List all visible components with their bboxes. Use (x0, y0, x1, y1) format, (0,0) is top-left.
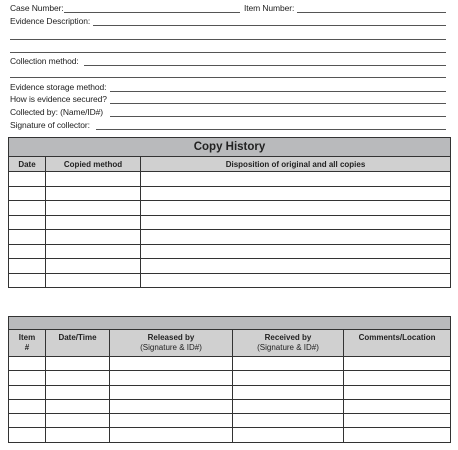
evidence-description-field[interactable] (93, 25, 446, 26)
storage-method-label: Evidence storage method: (10, 82, 107, 92)
custody-cell[interactable] (110, 428, 233, 442)
copy-history-row (9, 244, 451, 259)
collected-by-label: Collected by: (Name/ID#) (10, 107, 104, 117)
custody-cell[interactable] (233, 428, 344, 442)
copy-history-cell[interactable] (46, 186, 141, 201)
copy-history-row (9, 186, 451, 201)
copy-history-cell[interactable] (141, 172, 451, 187)
item-number-label: Item Number: (244, 3, 295, 13)
evidence-description-label: Evidence Description: (10, 16, 91, 26)
signature-collector-label: Signature of collector: (10, 120, 90, 130)
custody-row (9, 399, 451, 413)
custody-cell[interactable] (233, 399, 344, 413)
custody-cell[interactable] (9, 428, 46, 442)
collection-method-label: Collection method: (10, 56, 79, 66)
custody-cell[interactable] (9, 371, 46, 385)
copy-history-cell[interactable] (9, 186, 46, 201)
custody-cell[interactable] (233, 385, 344, 399)
copy-history-row (9, 273, 451, 288)
copy-history-body (9, 172, 451, 288)
collection-method-field[interactable] (84, 65, 446, 66)
copy-history-cell[interactable] (46, 215, 141, 230)
copy-history-cell[interactable] (46, 244, 141, 259)
custody-body (9, 357, 451, 443)
collection-method-line-2[interactable] (10, 77, 446, 78)
evidence-description-line-3[interactable] (10, 52, 446, 53)
custody-cell[interactable] (110, 357, 233, 371)
custody-cell[interactable] (46, 357, 110, 371)
evidence-description-line-2[interactable] (10, 39, 446, 40)
col-copied-method-header: Copied method (46, 157, 141, 172)
item-number-field[interactable] (297, 12, 446, 13)
custody-row (9, 414, 451, 428)
custody-cell[interactable] (46, 385, 110, 399)
copy-history-table (8, 137, 451, 288)
copy-history-cell[interactable] (141, 186, 451, 201)
case-number-field[interactable] (64, 12, 240, 13)
copy-history-cell[interactable] (46, 230, 141, 245)
copy-history-cell[interactable] (9, 244, 46, 259)
copy-history-cell[interactable] (141, 259, 451, 274)
copy-history-cell[interactable] (9, 273, 46, 288)
custody-cell[interactable] (233, 357, 344, 371)
copy-history-cell[interactable] (46, 172, 141, 187)
custody-cell[interactable] (344, 371, 451, 385)
custody-cell[interactable] (9, 414, 46, 428)
custody-title-bar (9, 317, 451, 330)
col-received-by-header: Received by (Signature & ID#) (233, 330, 344, 357)
custody-cell[interactable] (46, 399, 110, 413)
copy-history-cell[interactable] (141, 201, 451, 216)
how-secured-field[interactable] (110, 103, 446, 104)
copy-history-cell[interactable] (141, 244, 451, 259)
col-comments-header: Comments/Location (344, 330, 451, 357)
custody-row (9, 385, 451, 399)
custody-cell[interactable] (46, 414, 110, 428)
custody-cell[interactable] (233, 414, 344, 428)
custody-cell[interactable] (233, 371, 344, 385)
copy-history-cell[interactable] (9, 201, 46, 216)
custody-cell[interactable] (9, 399, 46, 413)
copy-history-cell[interactable] (9, 259, 46, 274)
custody-table (8, 316, 451, 443)
custody-cell[interactable] (110, 371, 233, 385)
custody-cell[interactable] (110, 399, 233, 413)
copy-history-cell[interactable] (141, 215, 451, 230)
copy-history-cell[interactable] (9, 172, 46, 187)
custody-cell[interactable] (344, 414, 451, 428)
copy-history-row (9, 172, 451, 187)
custody-row (9, 428, 451, 442)
copy-history-cell[interactable] (46, 273, 141, 288)
copy-history-cell[interactable] (9, 215, 46, 230)
custody-cell[interactable] (344, 357, 451, 371)
custody-row (9, 357, 451, 371)
copy-history-row (9, 215, 451, 230)
signature-collector-field[interactable] (96, 129, 446, 130)
copy-history-title: Copy History (9, 138, 451, 157)
copy-history-row (9, 259, 451, 274)
custody-cell[interactable] (9, 385, 46, 399)
copy-history-row (9, 230, 451, 245)
copy-history-cell[interactable] (141, 230, 451, 245)
col-released-by-header: Released by (Signature & ID#) (110, 330, 233, 357)
storage-method-field[interactable] (110, 91, 446, 92)
custody-cell[interactable] (344, 428, 451, 442)
copy-history-cell[interactable] (141, 273, 451, 288)
custody-cell[interactable] (46, 371, 110, 385)
copy-history-cell[interactable] (9, 230, 46, 245)
case-number-label: Case Number: (10, 3, 64, 13)
custody-cell[interactable] (110, 414, 233, 428)
custody-row (9, 371, 451, 385)
copy-history-cell[interactable] (46, 259, 141, 274)
col-item-header: Item # (9, 330, 46, 357)
how-secured-label: How is evidence secured? (10, 94, 107, 104)
col-date-header: Date (9, 157, 46, 172)
copy-history-cell[interactable] (46, 201, 141, 216)
custody-cell[interactable] (110, 385, 233, 399)
custody-cell[interactable] (344, 399, 451, 413)
custody-cell[interactable] (46, 428, 110, 442)
copy-history-row (9, 201, 451, 216)
collected-by-field[interactable] (110, 116, 446, 117)
custody-cell[interactable] (9, 357, 46, 371)
col-disposition-header: Disposition of original and all copies (141, 157, 451, 172)
col-datetime-header: Date/Time (46, 330, 110, 357)
custody-cell[interactable] (344, 385, 451, 399)
